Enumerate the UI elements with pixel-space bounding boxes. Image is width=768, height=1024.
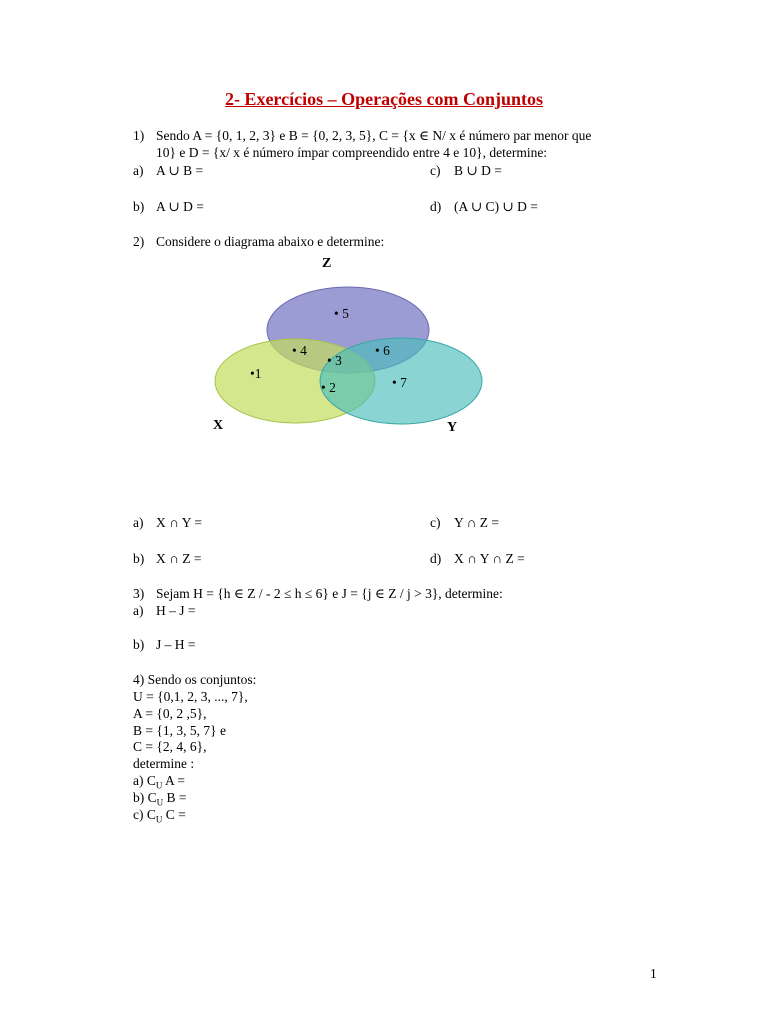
q3-item-text: H – J = xyxy=(156,603,196,618)
q4-item-sub: U xyxy=(155,780,163,791)
q4-line: C = {2, 4, 6}, xyxy=(133,739,207,754)
q2-item-text: X ∩ Y = xyxy=(156,515,202,530)
q3-item-label: a) xyxy=(133,603,144,618)
venn-point: • 4 xyxy=(292,343,307,358)
venn-point: • 3 xyxy=(327,353,342,368)
q4-item-rest: A = xyxy=(162,773,185,788)
q1-item-label: a) xyxy=(133,163,144,178)
q1-item-label: b) xyxy=(133,199,145,214)
set-z-label: Z xyxy=(322,256,332,271)
q2-number: 2) xyxy=(133,234,145,249)
q3-item-label: b) xyxy=(133,637,145,652)
q4-item-prefix: a) C xyxy=(133,773,156,788)
q2-text: Considere o diagrama abaixo e determine: xyxy=(156,234,385,249)
q3-text: Sejam H = {h ∈ Z / - 2 ≤ h ≤ 6} e J = {j ∈ Z / j > 3}, determine: xyxy=(156,586,503,601)
q4-item-prefix: c) C xyxy=(133,807,156,822)
q3-number: 3) xyxy=(133,586,145,601)
q2-item-label: c) xyxy=(430,515,441,530)
q2-item-label: d) xyxy=(430,551,442,566)
q1-item-text: (A ∪ C) ∪ D = xyxy=(454,199,538,214)
q2-item-text: X ∩ Y ∩ Z = xyxy=(454,551,525,566)
venn-point: •1 xyxy=(250,366,262,381)
q4-item-rest: B = xyxy=(163,790,187,805)
q4-line: determine : xyxy=(133,756,195,771)
q3-item-text: J – H = xyxy=(156,637,196,652)
q4-item-sub: U xyxy=(155,814,163,825)
set-y-label: Y xyxy=(447,420,458,435)
q1-item-text: B ∪ D = xyxy=(454,163,502,178)
venn-point: • 6 xyxy=(375,343,390,358)
q4-item-sub: U xyxy=(156,797,164,808)
q2-item-label: b) xyxy=(133,551,145,566)
q1-text-line2: 10} e D = {x/ x é número ímpar compreendido entre 4 e 10}, determine: xyxy=(156,145,548,160)
q2-item-text: X ∩ Z = xyxy=(156,551,202,566)
set-x-label: X xyxy=(213,418,224,433)
venn-point: • 2 xyxy=(321,380,336,395)
q4-line: B = {1, 3, 5, 7} e xyxy=(133,723,226,738)
q2-item-text: Y ∩ Z = xyxy=(454,515,499,530)
q1-text-line1: Sendo A = {0, 1, 2, 3} e B = {0, 2, 3, 5}, C = {x ∈ N/ x é número par menor que xyxy=(156,128,592,143)
q1-number: 1) xyxy=(133,128,145,143)
q4-line: A = {0, 2 ,5}, xyxy=(133,706,207,721)
venn-point: • 7 xyxy=(392,375,407,390)
q1-item-text: A ∪ D = xyxy=(156,199,204,214)
q1-item-text: A ∪ B = xyxy=(156,163,204,178)
q4-item xyxy=(133,807,186,828)
page-title: 2- Exercícios – Operações com Conjuntos xyxy=(224,89,544,109)
q4-line: U = {0,1, 2, 3, ..., 7}, xyxy=(133,689,248,704)
q4-line: 4) Sendo os conjuntos: xyxy=(133,672,257,687)
q4-item-prefix: b) C xyxy=(133,790,157,805)
q2-item-label: a) xyxy=(133,515,144,530)
venn-diagram xyxy=(200,250,500,440)
venn-point: • 5 xyxy=(334,306,349,321)
q1-item-label: d) xyxy=(430,199,442,214)
page-number: 1 xyxy=(650,966,657,981)
q1-item-label: c) xyxy=(430,163,441,178)
q4-item-rest: C = xyxy=(162,807,186,822)
